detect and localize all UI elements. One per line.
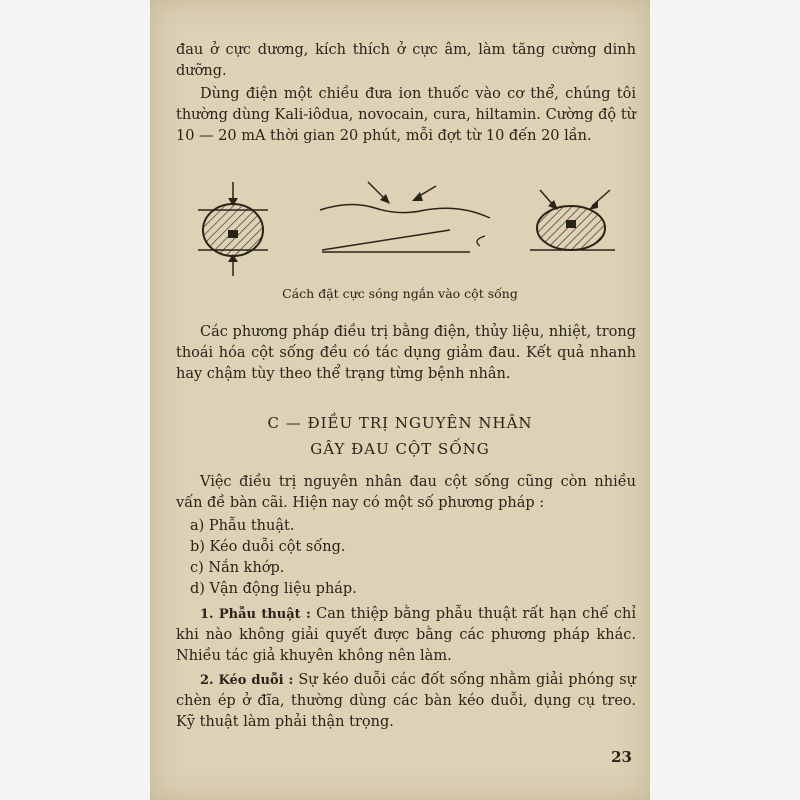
section-surgery (176, 604, 636, 667)
paragraph-2: Dùng điện một chiều đưa ion thuốc vào cơ thể, chúng tôi thường dùng Kali-iôdua, novocain, cura, hiltamin. Cường độ từ 10 — 20 mA thời gian 20 phút, mỗi đợt từ 10 đến 20 lần. (176, 86, 636, 144)
list-item: c) Nắn khớp. (190, 560, 285, 576)
book-page (150, 0, 650, 800)
section-traction (176, 670, 636, 733)
section-traction-text: Sự kéo duỗi các đốt sống nhằm giải phóng sự chèn ép ở đĩa, thường dùng các bàn kéo duỗi, dụng cụ treo. Kỹ thuật làm phải thận trọng. (176, 672, 636, 730)
heading-line-1: C — ĐIỀU TRỊ NGUYÊN NHÂN (267, 414, 533, 432)
page-number: 23 (611, 748, 632, 766)
right-cross-section (530, 190, 615, 250)
section-traction-title: 2. Kéo duỗi : (200, 673, 294, 688)
list-item: a) Phẫu thuật. (190, 518, 295, 534)
figure-caption: Cách đặt cực sóng ngắn vào cột sống (282, 286, 518, 301)
prone-body-side-view (320, 182, 490, 252)
heading-line-2: GÂY ĐAU CỘT SỐNG (310, 440, 490, 458)
paragraph-1: đau ở cực dương, kích thích ở cực âm, làm tăng cường dinh dưỡng. (176, 42, 636, 79)
list-item: b) Kéo duỗi cột sống. (190, 539, 346, 555)
method-list (190, 516, 357, 600)
spine-electrode-figure (150, 170, 650, 280)
list-item: d) Vận động liệu pháp. (190, 581, 357, 597)
section-heading (150, 410, 650, 462)
left-cross-section (198, 182, 268, 276)
paragraph-3: Các phương pháp điều trị bằng điện, thủy liệu, nhiệt, trong thoái hóa cột sống đều có tác dụng giảm đau. Kết quả nhanh hay chậm tùy theo thể trạng từng bệnh nhân. (176, 324, 636, 382)
section-surgery-text: Can thiệp bằng phẫu thuật rất hạn chế chỉ khi nào không giải quyết được bằng các phương pháp khác. Nhiều tác giả khuyên không nên làm. (176, 606, 636, 664)
paragraph-4: Việc điều trị nguyên nhân đau cột sống cũng còn nhiều vấn đề bàn cãi. Hiện nay có một số phương pháp : (176, 474, 636, 511)
section-surgery-title: 1. Phẫu thuật : (200, 607, 311, 622)
